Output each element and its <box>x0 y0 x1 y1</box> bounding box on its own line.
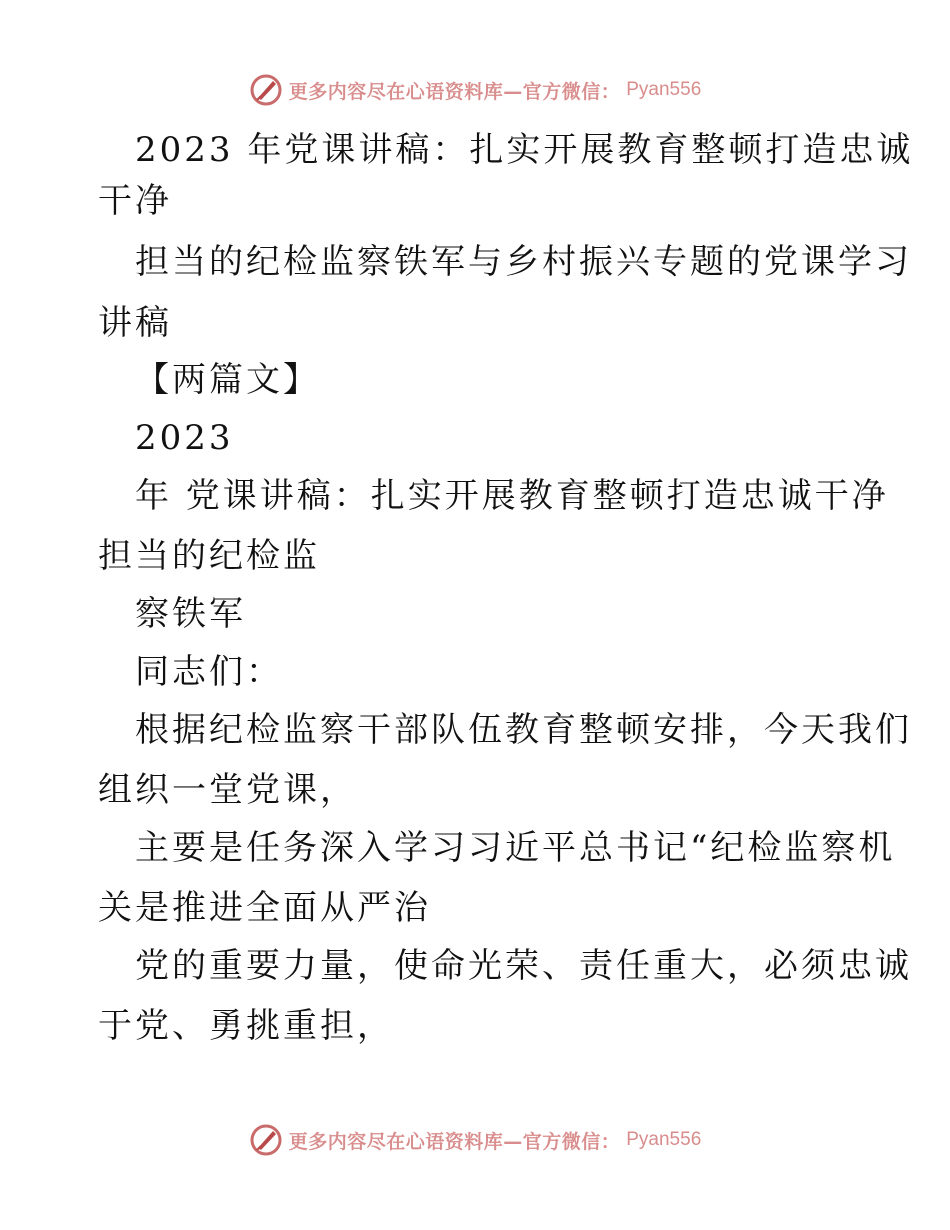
text-line: 2023 <box>135 418 234 458</box>
text-line: 干净 <box>98 181 172 221</box>
text-line: 于党、勇挑重担， <box>98 1006 394 1046</box>
text-line: 年 党课讲稿：扎实开展教育整顿打造忠诚干净 <box>135 476 889 516</box>
text-line: 关是推进全面从严治 <box>98 888 431 928</box>
text-line: 同志们： <box>135 652 283 692</box>
banner-text: 更多内容尽在心语资料库—官方微信： <box>288 80 621 103</box>
footer-watermark <box>0 1120 950 1160</box>
header-watermark <box>0 70 950 110</box>
quill-logo-icon <box>249 73 283 107</box>
text-line: 组织一堂党课， <box>98 770 357 810</box>
text-line: 主要是任务深入学习习近平总书记“纪检监察机 <box>135 828 896 868</box>
text-line: 担当的纪检监察铁军与乡村振兴专题的党课学习 <box>135 242 912 282</box>
text-line: 察铁军 <box>135 594 246 634</box>
text-line: 【两篇文】 <box>135 360 320 400</box>
text-line: 党的重要力量，使命光荣、责任重大，必须忠诚 <box>135 946 912 986</box>
quill-logo-icon <box>249 1123 283 1157</box>
banner-wechat-id: Pyan556 <box>626 79 702 100</box>
text-line: 讲稿 <box>98 303 172 343</box>
text-line: 担当的纪检监 <box>98 536 320 576</box>
banner-wechat-id: Pyan556 <box>626 1129 702 1150</box>
text-line: 根据纪检监察干部队伍教育整顿安排，今天我们 <box>135 710 912 750</box>
text-line: 2023 年党课讲稿：扎实开展教育整顿打造忠诚 <box>135 130 914 170</box>
banner-text: 更多内容尽在心语资料库—官方微信： <box>288 1130 621 1153</box>
